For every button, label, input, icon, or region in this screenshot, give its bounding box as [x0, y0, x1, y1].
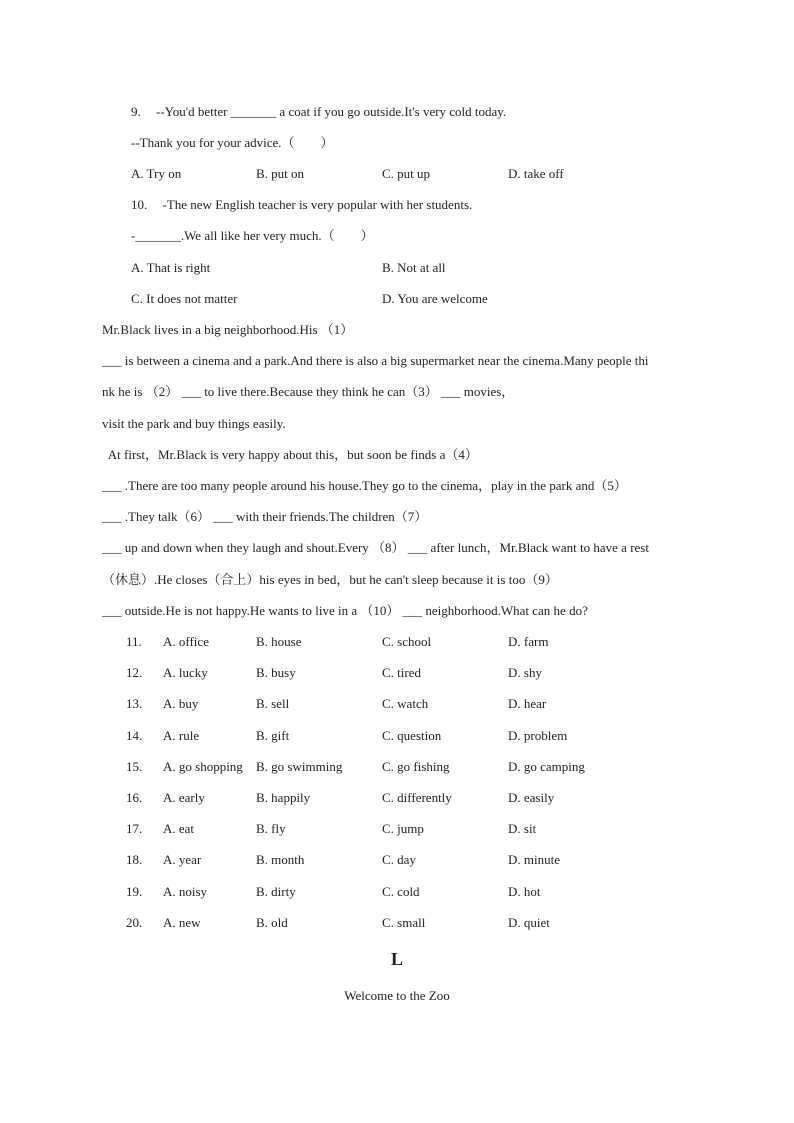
option-d[interactable]: D. minute	[508, 852, 560, 867]
option-c[interactable]: C. watch	[382, 696, 429, 711]
option-d[interactable]: D. hear	[508, 696, 547, 711]
option-d[interactable]: D. go camping	[508, 759, 585, 774]
question-9	[131, 104, 506, 120]
question-text: -The new English teacher is very popular with her students.	[162, 197, 473, 212]
question-10	[131, 197, 472, 213]
question-number: 10.	[131, 197, 148, 212]
option-b[interactable]: B. busy	[256, 665, 296, 680]
option-b[interactable]: B. gift	[256, 728, 290, 743]
question-number: 9.	[131, 104, 141, 119]
option-9-b[interactable]: B. put on	[256, 166, 305, 181]
section-title: Welcome to the Zoo	[344, 988, 450, 1003]
passage-line: ___ is between a cinema and a park.And there is also a big supermarket near the cinema.Many people thi	[102, 353, 649, 368]
option-d[interactable]: D. sit	[508, 821, 537, 836]
option-c[interactable]: C. cold	[382, 884, 420, 899]
option-d[interactable]: D. easily	[508, 790, 555, 805]
question-9-reply: --Thank you for your advice.（ ）	[131, 135, 334, 150]
option-a[interactable]: A. rule	[163, 728, 200, 743]
option-b[interactable]: B. month	[256, 852, 305, 867]
option-a[interactable]: A. lucky	[163, 665, 208, 680]
option-9-d[interactable]: D. take off	[508, 166, 564, 181]
question-number: 13.	[126, 696, 143, 711]
passage-line: At first，Mr.Black is very happy about this，but soon be finds a（4）	[102, 447, 478, 462]
question-number: 15.	[126, 759, 143, 774]
question-number: 11.	[126, 634, 142, 649]
option-a[interactable]: A. buy	[163, 696, 199, 711]
option-9-a[interactable]: A. Try on	[131, 166, 182, 181]
passage-line: ___ .There are too many people around his house.They go to the cinema，play in the park and（5）	[102, 478, 627, 493]
question-number: 18.	[126, 852, 143, 867]
option-a[interactable]: A. office	[163, 634, 209, 649]
option-a[interactable]: A. year	[163, 852, 202, 867]
option-d[interactable]: D. problem	[508, 728, 568, 743]
option-c[interactable]: C. question	[382, 728, 442, 743]
option-c[interactable]: C. school	[382, 634, 432, 649]
option-d[interactable]: D. quiet	[508, 915, 550, 930]
passage-line: visit the park and buy things easily.	[102, 416, 286, 431]
question-10-reply: -_______.We all like her very much.（ ）	[131, 228, 374, 243]
option-c[interactable]: C. jump	[382, 821, 424, 836]
question-number: 19.	[126, 884, 143, 899]
option-b[interactable]: B. fly	[256, 821, 286, 836]
question-text: --You'd better _______ a coat if you go outside.It's very cold today.	[156, 104, 507, 119]
question-number: 16.	[126, 790, 143, 805]
question-number: 14.	[126, 728, 143, 743]
option-b[interactable]: B. old	[256, 915, 288, 930]
option-c[interactable]: C. day	[382, 852, 416, 867]
passage-line: ___ outside.He is not happy.He wants to live in a （10） ___ neighborhood.What can he do?	[102, 603, 588, 618]
question-number: 20.	[126, 915, 143, 930]
option-a[interactable]: A. new	[163, 915, 201, 930]
passage-line: nk he is （2） ___ to live there.Because they think he can（3） ___ movies，	[102, 384, 515, 399]
question-number: 17.	[126, 821, 143, 836]
option-c[interactable]: C. tired	[382, 665, 421, 680]
option-a[interactable]: A. eat	[163, 821, 195, 836]
option-b[interactable]: B. happily	[256, 790, 311, 805]
option-10-d[interactable]: D. You are welcome	[382, 291, 488, 306]
passage-line: ___ up and down when they laugh and shout.Every （8） ___ after lunch，Mr.Black want to have a rest	[102, 540, 649, 555]
option-d[interactable]: D. farm	[508, 634, 549, 649]
option-d[interactable]: D. shy	[508, 665, 542, 680]
option-b[interactable]: B. sell	[256, 696, 290, 711]
option-a[interactable]: A. go shopping	[163, 759, 243, 774]
option-b[interactable]: B. dirty	[256, 884, 296, 899]
option-a[interactable]: A. noisy	[163, 884, 208, 899]
passage-line: （休息）.He closes（合上）his eyes in bed，but he can't sleep because it is too（9）	[102, 572, 558, 587]
option-b[interactable]: B. go swimming	[256, 759, 343, 774]
passage-line: Mr.Black lives in a big neighborhood.His （1）	[102, 322, 354, 337]
passage-line: ___ .They talk（6） ___ with their friends.The children（7）	[102, 509, 428, 524]
question-number: 12.	[126, 665, 143, 680]
option-c[interactable]: C. small	[382, 915, 426, 930]
option-10-a[interactable]: A. That is right	[131, 260, 211, 275]
section-letter: L	[390, 949, 403, 969]
option-10-c[interactable]: C. It does not matter	[131, 291, 238, 306]
option-10-b[interactable]: B. Not at all	[382, 260, 446, 275]
option-b[interactable]: B. house	[256, 634, 302, 649]
option-c[interactable]: C. differently	[382, 790, 452, 805]
option-9-c[interactable]: C. put up	[382, 166, 431, 181]
option-a[interactable]: A. early	[163, 790, 205, 805]
option-d[interactable]: D. hot	[508, 884, 541, 899]
option-c[interactable]: C. go fishing	[382, 759, 450, 774]
